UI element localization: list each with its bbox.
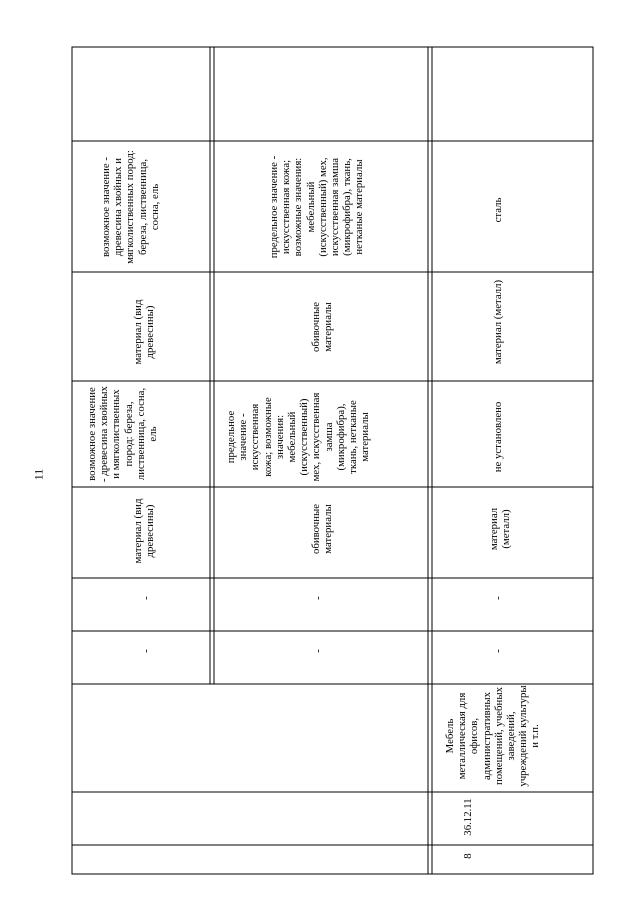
row3-index: 8 xyxy=(462,853,474,859)
row2-col4: - xyxy=(312,649,324,653)
row1-char2-value: возможное значение - древесина хвойных и мягколиственных пород: береза, лиственница, сосна, ель xyxy=(100,150,161,264)
row1-char1-value: возможное значение - древесина хвойных и мягколиственных пород: береза, лиственница, сосна, ель xyxy=(86,386,160,482)
row3-name: Мебель металлическая для офисов, административных помещений, учебных заведений, учреждений культуры и т.п. xyxy=(444,685,542,787)
row1-col5: - xyxy=(140,596,152,600)
row3-char2-name: материал (металл) xyxy=(492,279,504,365)
row2-char2-value: предельное значение - искусственная кожа; возможные значения: мебельный (искусственный) мех, искусственная замша (микрофибра), ткань, нетканые материалы xyxy=(268,155,366,259)
row3-char2-value: сталь xyxy=(492,197,504,223)
row1-char2-name: материал (вид древесины) xyxy=(132,299,157,365)
row3-code: 36.12.11 xyxy=(462,798,474,836)
row2-char1-name: обивочные материалы xyxy=(310,503,335,555)
row2-char2-name: обивочные материалы xyxy=(310,301,335,353)
row3-char1-name: материал (металл) xyxy=(488,507,513,551)
row1-col4: - xyxy=(140,649,152,653)
row1-char1-name: материал (вид древесины) xyxy=(132,498,157,564)
row3-col4: - xyxy=(492,649,504,653)
row2-col5: - xyxy=(312,596,324,600)
row3-col5: - xyxy=(492,596,504,600)
row2-char1-value: предельное значение - искусственная кожа; возможные значения: мебельный (искусственный) мех, искусственная замша (микрофибра), ткань, нетканые материалы xyxy=(225,392,372,482)
row3-char1-value: не установлено xyxy=(492,401,504,473)
page-number: 11 xyxy=(31,468,46,481)
